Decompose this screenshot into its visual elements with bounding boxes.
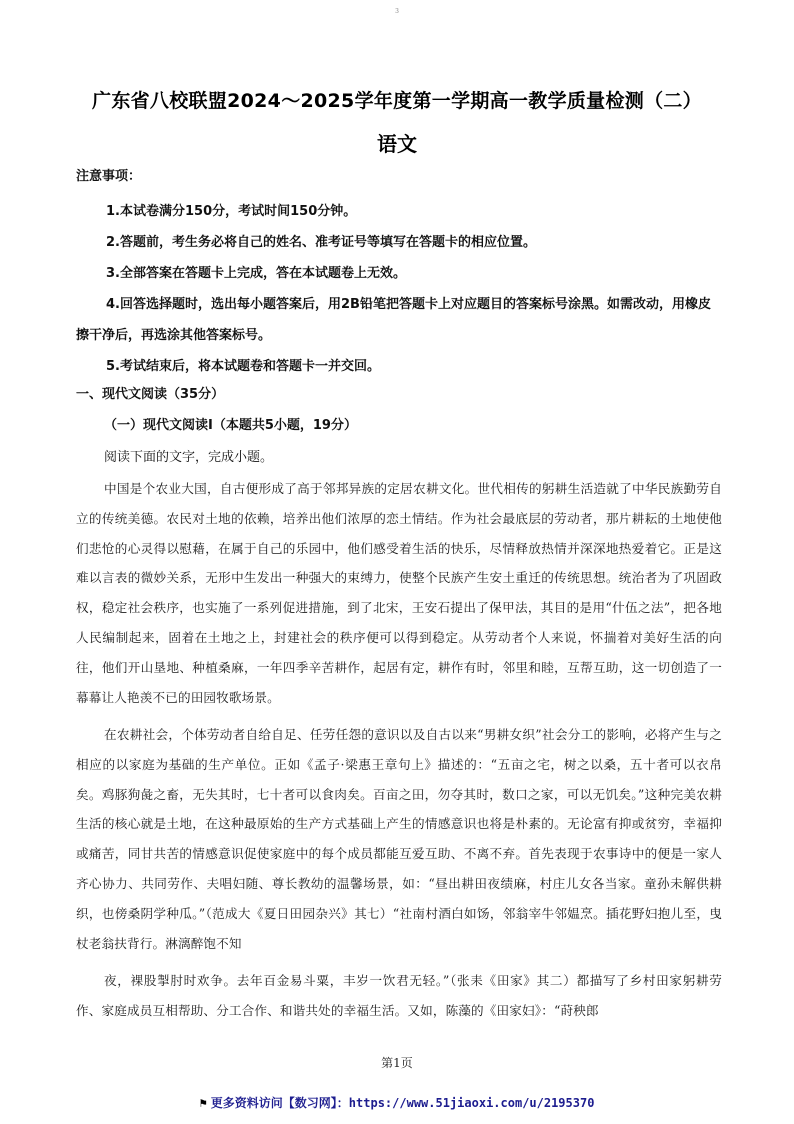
exam-title: 广东省八校联盟2024～2025学年度第一学期高一教学质量检测（二） xyxy=(92,90,702,112)
page-number: 第1页 xyxy=(381,1056,413,1070)
section-heading: 一、现代文阅读（35分） xyxy=(76,387,225,402)
subject-title: 语文 xyxy=(377,132,417,156)
notice-item: 3.全部答案在答题卡上完成，答在本试题卷上无效。 xyxy=(106,266,406,281)
notice-item: 5.考试结束后，将本试题卷和答题卡一并交回。 xyxy=(106,359,380,374)
notice-heading: 注意事项： xyxy=(76,169,142,184)
passage-paragraph: 夜，裸股掣肘时欢争。去年百金易斗粟，丰岁一饮君无轻。”（张耒《田家》其二）都描写了乡村田家躬耕劳作、家庭成员互相帮助、分工合作、和谐共处的幸福生活。又如，陈藻的《田家妇》：“莳秧郎 xyxy=(76,973,722,1018)
passage-paragraph: 在农耕社会，个体劳动者自给自足、任劳任怨的意识以及自古以来“男耕女织”社会分工的影响，必将产生与之相应的以家庭为基础的生产单位。正如《孟子·梁惠王章句上》描述的：“五亩之宅，树之以桑，五十者可以衣帛矣。鸡豚狗彘之畜，无失其时，七十者可以食肉矣。百亩之田，勿夺其时，数口之家，可以无饥矣。”这种完美农耕生活的核心就是土地，在这种最原始的生产方式基础上产生的情感意识也将是朴素的。无论富有抑或贫穷，幸福抑或痛苦，同甘共苦的情感意识促使家庭中的每个成员都能互爱互助、不离不弃。首先表现于农事诗中的便是一家人齐心协力、共同劳作、夫唱妇随、尊长教幼的温馨场景，如：“昼出耕田夜绩麻，村庄儿女各当家。童孙未解供耕织，也傍桑阴学种瓜。”（范成大《夏日田园杂兴》其七）“社南村酒白如饧，邻翁宰牛邻媪烹。插花野妇抱儿至，曳杖老翁扶背行。淋漓醉饱不知 xyxy=(76,727,722,951)
notice-item: 4.回答选择题时，选出每小题答案后，用2B铅笔把答题卡上对应题目的答案标号涂黑。如需改动，用橡皮擦干净后，再选涂其他答案标号。 xyxy=(76,297,711,343)
reading-instruction: 阅读下面的文字，完成小题。 xyxy=(104,450,274,465)
resource-link-text: 更多资料访问【数习网】：https://www.51jiaoxi.com/u/2195370 xyxy=(210,1096,595,1110)
top-mark: 3 xyxy=(395,8,399,15)
notice-item: 1.本试卷满分150分，考试时间150分钟。 xyxy=(106,204,357,219)
flag-icon: ⚑ xyxy=(199,1096,207,1110)
passage-paragraph: 中国是个农业大国，自古便形成了高于邻邦异族的定居农耕文化。世代相传的躬耕生活造就了中华民族勤劳自立的传统美德。农民对土地的依赖，培养出他们浓厚的恋土情结。作为社会最底层的劳动者，那片耕耘的土地使他们悲怆的心灵得以慰藉，在属于自己的乐园中，他们感受着生活的快乐，尽情释放热情并深深地热爱着它。正是这难以言表的微妙关系，无形中生发出一种强大的束缚力，使整个民族产生安土重迁的传统思想。统治者为了巩固政权，稳定社会秩序，也实施了一系列促进措施，到了北宋，王安石提出了保甲法，其目的是用“什伍之法”，把各地人民编制起来，固着在土地之上，封建社会的秩序便可以得到稳定。从劳动者个人来说，怀揣着对美好生活的向往，他们开山垦地、种植桑麻，一年四季辛苦耕作，起居有定，耕作有时，邻里和睦，互帮互助，这一切创造了一幕幕让人艳羡不已的田园牧歌场景。 xyxy=(76,481,722,705)
resource-link[interactable] xyxy=(0,1094,794,1111)
notice-item: 2.答题前，考生务必将自己的姓名、准考证号等填写在答题卡的相应位置。 xyxy=(106,235,536,250)
subsection-heading: （一）现代文阅读Ⅰ（本题共5小题，19分） xyxy=(104,418,357,433)
